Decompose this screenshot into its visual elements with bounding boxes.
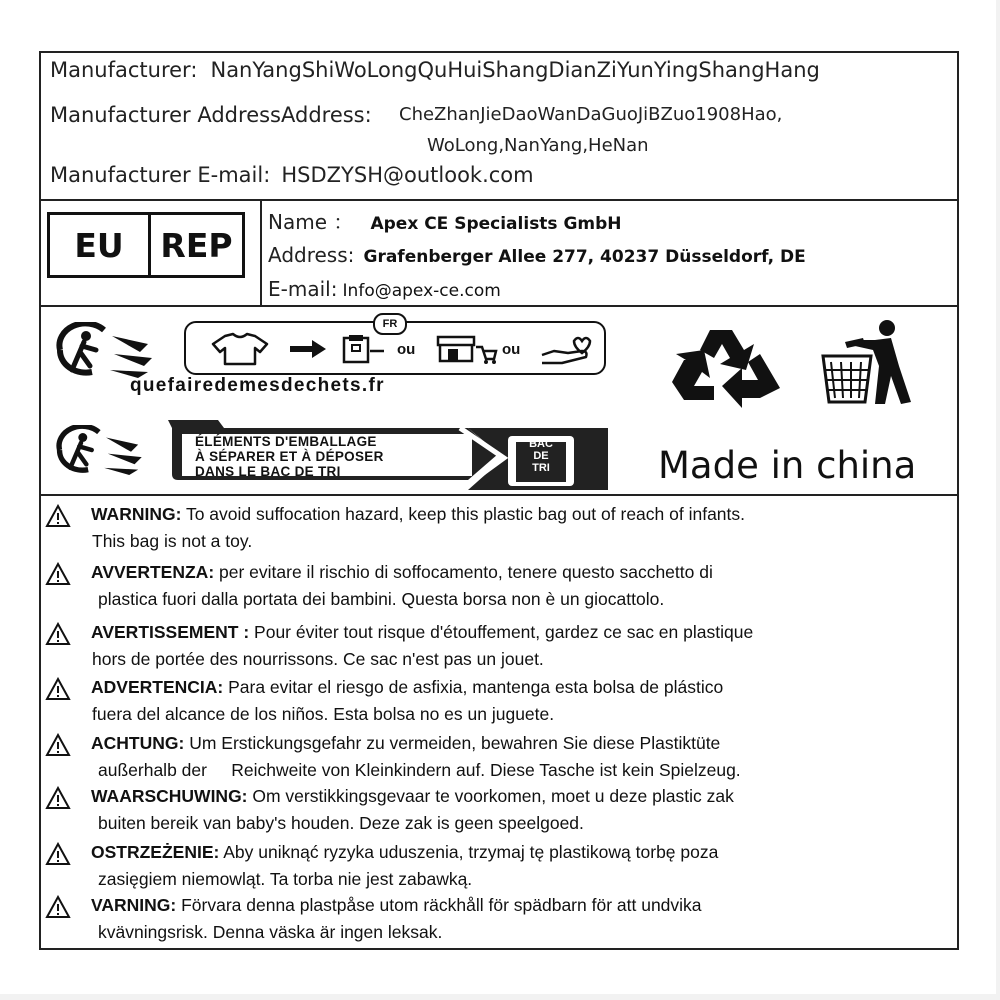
warning-text: per evitare il rischio di soffocamento, tenere questo sacchetto di <box>214 562 713 582</box>
warning-title: WAARSCHUWING: <box>91 786 248 806</box>
warning-line1 <box>91 677 723 698</box>
eu-rep-address-label: Address: <box>268 243 355 267</box>
warning-text: Om verstikkingsgevaar te voorkomen, moet u deze plastic zak <box>247 786 734 806</box>
warning-title: VARNING: <box>91 895 177 915</box>
warning-title: ADVERTENCIA: <box>91 677 224 697</box>
warning-line1 <box>91 842 718 863</box>
manufacturer-email-row <box>50 163 534 187</box>
divider <box>39 305 959 307</box>
warning-line1 <box>91 895 702 916</box>
warning-triangle-icon <box>45 733 71 757</box>
warning-triangle-icon <box>45 786 71 810</box>
warning-title: AVVERTENZA: <box>91 562 215 582</box>
warning-text: Um Erstickungsgefahr zu vermeiden, bewahren Sie diese Plastiktüte <box>184 733 721 753</box>
warning-title: ACHTUNG: <box>91 733 185 753</box>
manufacturer-name-value: NanYangShiWoLongQuHuiShangDianZiYunYingShangHang <box>210 58 820 82</box>
recycle-icon <box>660 322 802 412</box>
warning-text: Förvara denna plastpåse utom räckhåll för spädbarn för att undvika <box>176 895 702 915</box>
manufacturer-address-line2: WoLong,NanYang,HeNan <box>427 135 649 156</box>
fr-badge: FR <box>373 313 407 335</box>
triman-icon <box>52 322 172 378</box>
warning-title: OSTRZEŻENIE: <box>91 842 220 862</box>
ou-label: ou <box>502 341 521 358</box>
eu-rep-name-value: Apex CE Specialists GmbH <box>370 214 622 234</box>
warning-triangle-icon <box>45 677 71 701</box>
ou-label: ou <box>397 341 416 358</box>
bin-text: BAC <box>529 438 553 450</box>
arrow-right-icon <box>288 339 328 359</box>
bin-text: TRI <box>532 462 550 474</box>
eu-rep-email-label: E-mail: <box>268 277 338 301</box>
eu-rep-address-value: Grafenberger Allee 277, 40237 Düsseldorf, DE <box>363 247 806 267</box>
warning-text: Aby uniknąć ryzyka uduszenia, trzymaj tę plastikową torbę poza <box>219 842 719 862</box>
warning-line1 <box>91 562 713 583</box>
manufacturer-address-row <box>50 103 372 127</box>
tshirt-icon <box>205 332 275 366</box>
eu-rep-address-row <box>268 243 806 267</box>
warning-title: WARNING: <box>91 504 182 524</box>
warning-triangle-icon <box>45 562 71 586</box>
eu-rep-badge-right: REP <box>160 225 233 265</box>
warning-line2: plastica fuori dalla portata dei bambini. Questa borsa non è un giocattolo. <box>98 589 665 609</box>
warning-line1 <box>91 622 753 643</box>
manufacturer-address-line1: CheZhanJieDaoWanDaGuoJiBZuo1908Hao, <box>399 104 783 125</box>
website-text: quefairedemesdechets.fr <box>130 375 385 396</box>
warning-text: To avoid suffocation hazard, keep this plastic bag out of reach of infants. <box>181 504 746 524</box>
triman-icon <box>52 425 160 475</box>
divider <box>260 201 262 305</box>
warning-line1 <box>91 504 745 525</box>
collection-point-icon <box>340 333 388 365</box>
manufacturer-name-label: Manufacturer: <box>50 58 198 82</box>
sorting-bin-icon <box>516 438 566 474</box>
divider <box>39 199 959 201</box>
banner-line: ÉLÉMENTS D'EMBALLAGE <box>195 434 377 449</box>
divider <box>39 494 959 496</box>
made-in-text: Made in china <box>658 444 917 487</box>
manufacturer-email-label: Manufacturer E-mail: <box>50 163 271 187</box>
warning-text: Pour éviter tout risque d'étouffement, gardez ce sac en plastique <box>249 622 754 642</box>
manufacturer-address-label: Manufacturer AddressAddress: <box>50 103 372 127</box>
banner-line: DANS LE BAC DE TRI <box>195 464 341 479</box>
warning-line2: kvävningsrisk. Denna väska är ingen leksak. <box>98 922 443 942</box>
warning-line2: hors de portée des nourrissons. Ce sac n'est pas un jouet. <box>92 649 544 669</box>
warning-line1 <box>91 733 720 754</box>
banner-line: À SÉPARER ET À DÉPOSER <box>195 449 384 464</box>
warning-line2: buiten bereik van baby's houden. Deze zak is geen speelgoed. <box>98 813 584 833</box>
eu-rep-name-row <box>268 206 622 235</box>
eu-rep-email-value: Info@apex-ce.com <box>342 281 501 301</box>
warning-line2: zasięgiem niemowląt. Ta torba nie jest zabawką. <box>98 869 473 889</box>
manufacturer-name-row <box>50 58 820 82</box>
bin-text: DE <box>533 450 549 462</box>
warning-line2: außerhalb der Reichweite von Kleinkindern auf. Diese Tasche ist kein Spielzeug. <box>98 760 741 780</box>
eu-rep-email-row <box>268 277 501 301</box>
donate-hand-icon <box>538 333 598 365</box>
warning-line2: fuera del alcance de los niños. Esta bolsa no es un juguete. <box>92 704 555 724</box>
warning-title: AVERTISSEMENT : <box>91 622 250 642</box>
eu-rep-badge-left: EU <box>50 215 151 275</box>
warning-triangle-icon <box>45 504 71 528</box>
trash-bin-person-icon <box>815 318 925 406</box>
warning-triangle-icon <box>45 622 71 646</box>
banner-fr-badge: FR <box>178 403 194 417</box>
warning-triangle-icon <box>45 895 71 919</box>
manufacturer-email-value: HSDZYSH@outlook.com <box>281 163 534 187</box>
shop-icon <box>434 333 498 365</box>
warning-triangle-icon <box>45 842 71 866</box>
warning-text: Para evitar el riesgo de asfixia, mantenga esta bolsa de plástico <box>223 677 724 697</box>
warning-line1 <box>91 786 734 807</box>
warning-line2: This bag is not a toy. <box>92 531 253 551</box>
eu-rep-name-label: Name ： <box>268 210 354 234</box>
eu-rep-badge <box>47 212 245 278</box>
